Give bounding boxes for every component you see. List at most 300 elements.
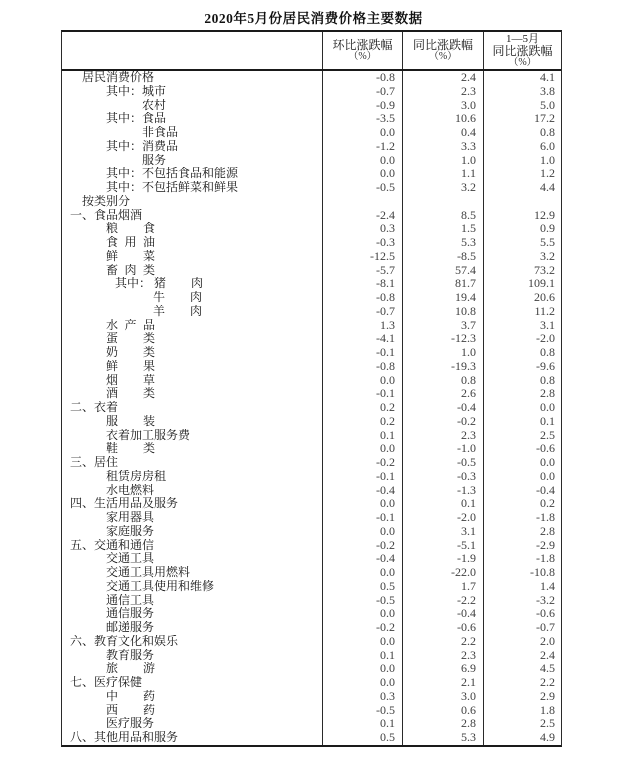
header-yoy-label: 同比涨跌幅: [412, 38, 473, 52]
row-item-cell: [62, 456, 323, 470]
row-item-cell: [62, 470, 323, 484]
row-label: 二、衣着: [70, 401, 119, 414]
header-mom-unit: （%）: [348, 51, 377, 62]
row-yoy-value: 1.7: [403, 580, 484, 594]
row-ytd-value: 2.5: [540, 717, 555, 731]
row-item-cell: [62, 264, 323, 278]
row-ytd-value: 4.1: [540, 71, 555, 84]
row-mom-value: -0.9: [323, 99, 403, 113]
row-mom-value: -0.5: [323, 594, 403, 608]
row-mom-value: -0.7: [323, 85, 403, 99]
table-row: [62, 429, 561, 443]
table-row: [62, 552, 561, 566]
row-ytd-value: 0.0: [540, 469, 555, 483]
row-ytd-value: 3.8: [540, 84, 555, 98]
row-label: 邮递服务: [106, 621, 155, 634]
row-label: 鲜果: [106, 359, 155, 373]
table-row: [62, 360, 561, 374]
row-item-cell: [62, 497, 323, 511]
row-item-cell: [62, 401, 323, 415]
row-ytd-value: 1.4: [540, 579, 555, 593]
row-mom-value: -8.1: [323, 277, 403, 291]
row-label: 通信工具: [106, 593, 155, 607]
row-ytd-value: -0.6: [536, 442, 555, 456]
row-item-cell: [62, 277, 323, 291]
table-row: [62, 401, 561, 415]
row-yoy-value: [403, 195, 484, 209]
row-mom-value: -0.2: [323, 539, 403, 553]
row-label: 旅游: [106, 662, 155, 676]
row-item-cell: [62, 511, 323, 525]
table-row: [62, 470, 561, 484]
table-row: [62, 154, 561, 168]
row-item-cell: [62, 332, 323, 346]
row-ytd-value: -0.4: [536, 483, 555, 497]
row-yoy-value: 10.8: [403, 305, 484, 319]
row-mom-value: 0.5: [323, 731, 403, 745]
row-yoy-value: -1.3: [403, 484, 484, 498]
row-item-cell: [62, 690, 323, 704]
row-ytd-value: 20.6: [534, 291, 555, 304]
row-ytd-value: -2.9: [536, 538, 555, 552]
row-ytd-value: 5.5: [540, 236, 555, 249]
row-ytd-value: 2.2: [540, 676, 555, 689]
row-item-cell: [62, 539, 323, 553]
row-ytd-value: 5.0: [540, 98, 555, 112]
row-mom-value: -2.4: [323, 209, 403, 223]
row-mom-value: -0.5: [323, 704, 403, 718]
row-yoy-value: 0.4: [403, 126, 484, 140]
row-label: 水产品: [106, 318, 155, 332]
row-item-cell: [62, 594, 323, 608]
row-ytd-value: 0.1: [540, 414, 555, 428]
row-item-cell: [62, 291, 323, 305]
header-ytd-period: 1—5月: [506, 32, 539, 45]
header-ytd-column: [484, 32, 561, 69]
header-ytd-label: 同比涨跌幅: [492, 43, 553, 58]
table-row: [62, 717, 561, 731]
row-yoy-value: 6.9: [403, 662, 484, 676]
row-label: 居民消费价格: [82, 71, 155, 84]
row-mom-value: -0.8: [323, 71, 403, 85]
table-row: [62, 511, 561, 525]
row-yoy-value: 5.3: [403, 731, 484, 745]
row-ytd-value: 2.8: [540, 524, 555, 538]
table-row: [62, 607, 561, 621]
row-label: 鲜菜: [106, 249, 155, 263]
row-mom-value: -0.1: [323, 470, 403, 484]
row-mom-value: -0.8: [323, 360, 403, 374]
row-mom-value: 0.0: [323, 167, 403, 181]
table-row: [62, 99, 561, 113]
table-row: [62, 140, 561, 154]
row-item-cell: [62, 525, 323, 539]
row-ytd-value: -3.2: [536, 593, 555, 607]
table-row: [62, 305, 561, 319]
row-item-cell: [62, 676, 323, 690]
row-mom-value: 0.0: [323, 635, 403, 649]
table-row: [62, 580, 561, 594]
row-mom-value: 0.0: [323, 154, 403, 168]
row-ytd-value: 3.2: [540, 249, 555, 263]
row-yoy-value: 1.1: [403, 167, 484, 181]
row-yoy-value: 0.1: [403, 497, 484, 511]
table-row: [62, 291, 561, 305]
row-mom-value: 0.1: [323, 649, 403, 663]
row-label: 粮食: [106, 222, 155, 236]
row-yoy-value: 57.4: [403, 264, 484, 278]
table-row: [62, 621, 561, 635]
table-row: [62, 690, 561, 704]
row-ytd-value: -0.6: [536, 607, 555, 621]
row-item-cell: [62, 621, 323, 635]
row-mom-value: -0.1: [323, 346, 403, 360]
table-row: [62, 250, 561, 264]
table-row: [62, 484, 561, 498]
row-item-cell: [62, 126, 323, 140]
row-yoy-value: -8.5: [403, 250, 484, 264]
row-mom-value: -1.2: [323, 140, 403, 154]
row-label: 家用器具: [106, 511, 155, 524]
row-item-cell: [62, 85, 323, 99]
row-label: 羊肉: [153, 304, 202, 318]
row-yoy-value: -12.3: [403, 332, 484, 346]
row-label: 非食品: [142, 126, 179, 139]
row-item-cell: [62, 580, 323, 594]
row-yoy-value: 3.3: [403, 140, 484, 154]
row-mom-value: -0.2: [323, 621, 403, 635]
row-mom-value: -0.8: [323, 291, 403, 305]
row-label: 酒类: [106, 387, 155, 401]
table-row: [62, 264, 561, 278]
table-row: [62, 594, 561, 608]
row-item-cell: [62, 360, 323, 374]
table-row: [62, 222, 561, 236]
row-yoy-value: -0.3: [403, 470, 484, 484]
table-row: [62, 195, 561, 209]
row-item-cell: [62, 236, 323, 250]
row-yoy-value: 2.3: [403, 429, 484, 443]
row-ytd-value: 4.9: [540, 731, 555, 744]
row-yoy-value: 1.0: [403, 154, 484, 168]
row-label: 其中：城市: [106, 84, 167, 98]
row-yoy-value: 1.0: [403, 346, 484, 360]
row-item-cell: [62, 112, 323, 126]
row-item-cell: [62, 195, 323, 209]
row-ytd-value: 1.8: [540, 703, 555, 717]
row-ytd-value: 73.2: [534, 263, 555, 277]
row-yoy-value: 2.6: [403, 387, 484, 401]
row-yoy-value: 2.2: [403, 635, 484, 649]
row-label: 其中：消费品: [106, 139, 179, 153]
row-label: 交通工具使用和维修: [106, 579, 215, 593]
row-mom-value: 0.1: [323, 429, 403, 443]
row-item-cell: [62, 209, 323, 223]
table-row: [62, 167, 561, 181]
row-label: 五、交通和通信: [70, 538, 155, 552]
row-label: 其中：不包括食品和能源: [106, 167, 239, 181]
header-item-column: [62, 32, 323, 69]
row-item-cell: [62, 374, 323, 388]
row-item-cell: [62, 99, 323, 113]
row-mom-value: 0.0: [323, 497, 403, 511]
row-yoy-value: 1.5: [403, 222, 484, 236]
row-ytd-value: 0.0: [540, 401, 555, 414]
row-ytd-value: 0.8: [540, 126, 555, 139]
table-row: [62, 456, 561, 470]
row-label: 通信服务: [106, 607, 155, 621]
row-label: 服装: [106, 414, 155, 428]
row-yoy-value: 2.8: [403, 717, 484, 731]
row-mom-value: 0.0: [323, 662, 403, 676]
row-ytd-value: 0.0: [540, 456, 555, 469]
table-row: [62, 209, 561, 223]
row-label: 七、医疗保健: [70, 676, 143, 689]
row-item-cell: [62, 442, 323, 456]
table-row: [62, 525, 561, 539]
row-label: 食用油: [106, 236, 155, 249]
row-mom-value: -0.7: [323, 305, 403, 319]
row-item-cell: [62, 566, 323, 580]
row-label: 西药: [106, 703, 155, 717]
table-row: [62, 85, 561, 99]
row-yoy-value: 3.0: [403, 690, 484, 704]
row-label: 烟草: [106, 373, 155, 387]
header-mom-label: 环比涨跌幅: [332, 38, 393, 52]
row-item-cell: [62, 649, 323, 663]
row-ytd-value: 6.0: [540, 139, 555, 153]
row-label: 八、其他用品和服务: [70, 731, 179, 744]
row-yoy-value: -22.0: [403, 566, 484, 580]
row-mom-value: -0.1: [323, 511, 403, 525]
row-item-cell: [62, 71, 323, 85]
table-row: [62, 662, 561, 676]
row-yoy-value: 0.8: [403, 374, 484, 388]
row-label: 鞋类: [106, 442, 155, 456]
row-label: 租赁房房租: [106, 469, 167, 483]
row-mom-value: 0.2: [323, 401, 403, 415]
row-yoy-value: 3.0: [403, 99, 484, 113]
row-label: 按类别分: [82, 194, 131, 208]
table-header-row: [62, 32, 561, 71]
row-ytd-value: -0.7: [536, 621, 555, 634]
row-ytd-value: 4.4: [540, 181, 555, 194]
row-yoy-value: -0.4: [403, 607, 484, 621]
row-mom-value: 0.0: [323, 374, 403, 388]
row-item-cell: [62, 635, 323, 649]
row-yoy-value: -5.1: [403, 539, 484, 553]
table-row: [62, 539, 561, 553]
row-ytd-value: 12.9: [534, 208, 555, 222]
row-yoy-value: 19.4: [403, 291, 484, 305]
table-row: [62, 236, 561, 250]
row-mom-value: -0.1: [323, 387, 403, 401]
row-label: 交通工具用燃料: [106, 566, 191, 579]
row-mom-value: 0.0: [323, 566, 403, 580]
table-row: [62, 277, 561, 291]
row-mom-value: 0.0: [323, 126, 403, 140]
table-row: [62, 126, 561, 140]
row-mom-value: [323, 195, 403, 209]
row-ytd-value: -1.8: [536, 552, 555, 566]
row-yoy-value: 2.3: [403, 649, 484, 663]
row-mom-value: -0.2: [323, 456, 403, 470]
table-row: [62, 566, 561, 580]
table-body: [62, 71, 561, 745]
row-yoy-value: -0.6: [403, 621, 484, 635]
row-mom-value: 0.0: [323, 676, 403, 690]
header-mom-column: [323, 32, 403, 69]
row-yoy-value: 3.2: [403, 181, 484, 195]
row-mom-value: -4.1: [323, 332, 403, 346]
row-yoy-value: 5.3: [403, 236, 484, 250]
row-ytd-value: 0.8: [540, 346, 555, 359]
row-item-cell: [62, 140, 323, 154]
row-ytd-value: 1.0: [540, 153, 555, 167]
row-yoy-value: 10.6: [403, 112, 484, 126]
row-item-cell: [62, 607, 323, 621]
table-row: [62, 649, 561, 663]
table-row: [62, 442, 561, 456]
row-mom-value: 0.2: [323, 415, 403, 429]
row-item-cell: [62, 222, 323, 236]
row-mom-value: 0.0: [323, 607, 403, 621]
table-row: [62, 497, 561, 511]
row-yoy-value: 3.7: [403, 319, 484, 333]
row-mom-value: -0.5: [323, 181, 403, 195]
row-label: 畜肉类: [106, 263, 155, 277]
row-mom-value: -0.4: [323, 484, 403, 498]
row-yoy-value: 2.1: [403, 676, 484, 690]
row-label: 教育服务: [106, 648, 155, 662]
cpi-data-table: [61, 30, 562, 747]
row-mom-value: -0.4: [323, 552, 403, 566]
table-row: [62, 112, 561, 126]
row-item-cell: [62, 484, 323, 498]
row-ytd-value: 11.2: [534, 304, 555, 318]
row-item-cell: [62, 250, 323, 264]
row-ytd-value: -1.8: [536, 511, 555, 524]
row-yoy-value: 2.3: [403, 85, 484, 99]
table-row: [62, 181, 561, 195]
row-label: 猪肉: [154, 277, 204, 291]
row-item-cell: [62, 662, 323, 676]
row-item-cell: [62, 181, 323, 195]
header-yoy-column: [403, 32, 484, 69]
row-mom-value: -3.5: [323, 112, 403, 126]
row-mom-value: 0.3: [323, 222, 403, 236]
row-mom-value: -5.7: [323, 264, 403, 278]
row-ytd-value: 1.2: [540, 167, 555, 181]
row-mom-value: 0.1: [323, 717, 403, 731]
header-ytd-unit: （%）: [508, 56, 537, 68]
row-yoy-value: -1.9: [403, 552, 484, 566]
row-mom-value: 0.5: [323, 580, 403, 594]
table-row: [62, 731, 561, 745]
row-ytd-value: -10.8: [530, 566, 555, 579]
row-label: 蛋类: [106, 332, 155, 346]
row-item-cell: [62, 717, 323, 731]
row-yoy-value: 8.5: [403, 209, 484, 223]
row-label: 医疗服务: [106, 717, 155, 731]
row-mom-value: -0.3: [323, 236, 403, 250]
row-item-cell: [62, 154, 323, 168]
row-item-cell: [62, 415, 323, 429]
row-ytd-value: 0.2: [540, 497, 555, 511]
table-row: [62, 374, 561, 388]
table-row: [62, 415, 561, 429]
table-row: [62, 635, 561, 649]
row-mom-value: -12.5: [323, 250, 403, 264]
row-mom-value: 0.0: [323, 525, 403, 539]
row-label: 衣着加工服务费: [106, 428, 191, 442]
row-ytd-value: 109.1: [528, 277, 555, 291]
row-label: 交通工具: [106, 552, 155, 566]
row-item-cell: [62, 319, 323, 333]
row-ytd-value: 0.8: [540, 373, 555, 387]
row-item-cell: [62, 346, 323, 360]
table-row: [62, 332, 561, 346]
row-label: 其中：不包括鲜菜和鲜果: [106, 181, 239, 194]
row-item-cell: [62, 305, 323, 319]
row-yoy-value: 2.4: [403, 71, 484, 85]
row-label: 其中：食品: [106, 112, 167, 126]
row-label: 农村: [142, 98, 167, 112]
row-ytd-value: 3.1: [540, 318, 555, 332]
row-ytd-value: 0.9: [540, 222, 555, 236]
row-label: 三、居住: [70, 456, 119, 469]
row-label: 奶类: [106, 346, 155, 359]
row-ytd-value: -2.0: [536, 332, 555, 346]
row-mom-value: 0.3: [323, 690, 403, 704]
row-yoy-value: -0.4: [403, 401, 484, 415]
row-yoy-value: 0.6: [403, 704, 484, 718]
table-row: [62, 319, 561, 333]
table-row: [62, 676, 561, 690]
row-yoy-value: -0.5: [403, 456, 484, 470]
row-ytd-value: -9.6: [536, 359, 555, 373]
row-label: 中药: [106, 689, 155, 703]
row-yoy-value: -1.0: [403, 442, 484, 456]
row-yoy-value: -2.2: [403, 594, 484, 608]
row-ytd-value: 2.5: [540, 428, 555, 442]
row-item-cell: [62, 387, 323, 401]
row-yoy-value: 3.1: [403, 525, 484, 539]
row-ytd-value: 2.0: [540, 634, 555, 648]
table-row: [62, 704, 561, 718]
row-label: 一、食品烟酒: [70, 208, 143, 222]
header-yoy-unit: （%）: [428, 51, 458, 62]
row-label: 四、生活用品及服务: [70, 497, 179, 511]
row-mom-value: 0.0: [323, 442, 403, 456]
row-item-cell: [62, 552, 323, 566]
table-row: [62, 71, 561, 85]
row-yoy-value: -2.0: [403, 511, 484, 525]
row-item-cell: [62, 429, 323, 443]
row-label: 服务: [142, 153, 167, 167]
row-yoy-value: -0.2: [403, 415, 484, 429]
row-qizhong-prefix: 其中：: [115, 277, 152, 291]
row-label: 牛肉: [153, 291, 202, 304]
row-label: 家庭服务: [106, 524, 155, 538]
table-row: [62, 387, 561, 401]
row-ytd-value: 17.2: [534, 112, 555, 126]
table-row: [62, 346, 561, 360]
row-yoy-value: 81.7: [403, 277, 484, 291]
row-ytd-value: 2.8: [540, 387, 555, 401]
row-ytd-value: [484, 195, 561, 209]
page-title: 2020年5月份居民消费价格主要数据: [204, 11, 423, 26]
